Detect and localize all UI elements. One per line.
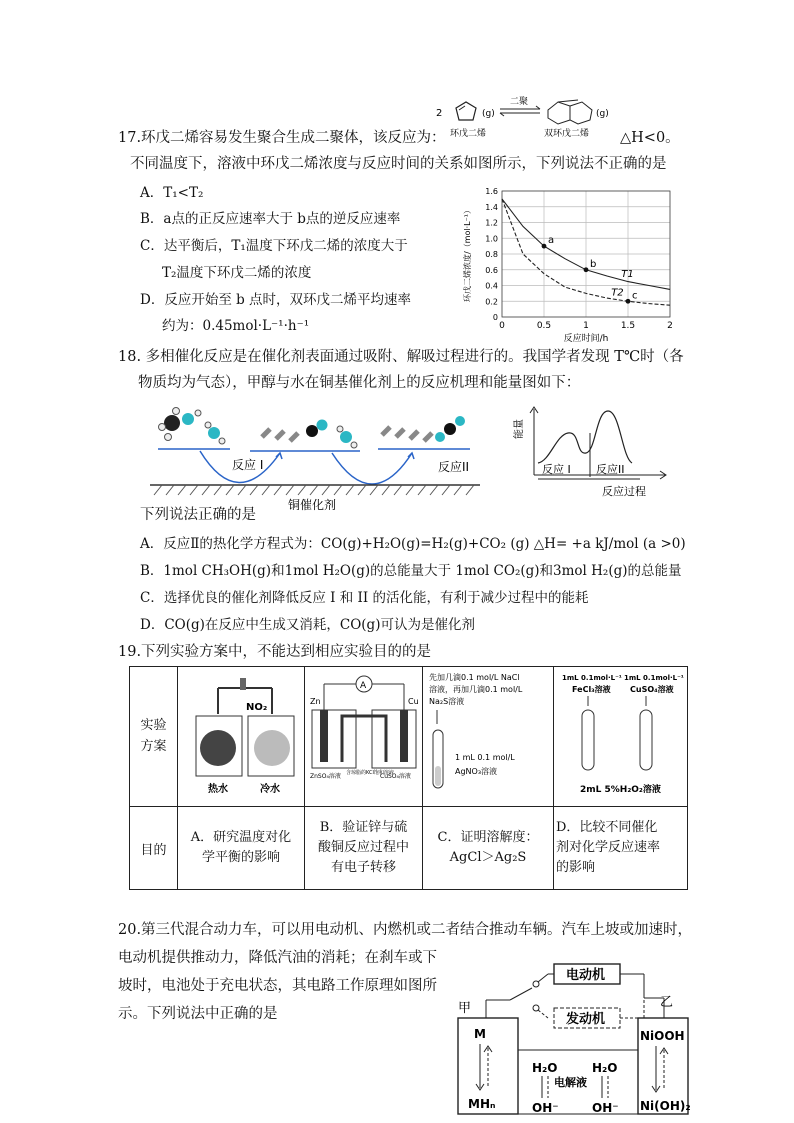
y-tick-label: 0.2 xyxy=(485,297,498,307)
q19-image-a xyxy=(178,667,305,807)
engine-label: 发动机 xyxy=(566,1012,606,1027)
series-label-T2: T2 xyxy=(611,287,624,299)
q18-option-c: C．选择优良的催化剂降低反应 I 和 II 的活化能，有利于减少过程中的能耗 xyxy=(140,590,589,606)
energy-x-axis-label: 反应过程 xyxy=(602,485,646,498)
q17-delta-h: △H<0。 xyxy=(620,130,680,146)
fecl3-label: FeCl₃溶液 xyxy=(571,684,611,694)
q19-row2-header: 目的 xyxy=(130,807,178,890)
hydrogen-molecules-1 xyxy=(262,429,298,441)
q17-option-a: A．T₁<T₂ xyxy=(140,185,204,201)
q17-concentration-chart xyxy=(460,183,680,343)
q18-stem-line1: 18. 多相催化反应是在催化剂表面通过吸附、解吸过程进行的。我国学者发现 T℃时（各 xyxy=(118,349,684,365)
x-tick-label: 0 xyxy=(499,321,505,331)
water-molecule-2 xyxy=(337,426,357,448)
q18-mechanism-diagram xyxy=(150,405,490,515)
reaction-1-label: 反应 I xyxy=(232,458,264,472)
q17-stem-line2: 不同温度下，溶液中环戊二烯浓度与反应时间的关系如图所示，下列说法不正确的是 xyxy=(130,156,667,172)
znso4-label: ZnSO₄溶液 xyxy=(309,772,341,780)
point-label-b: b xyxy=(590,258,597,270)
x-tick-label: 2 xyxy=(667,321,673,331)
d-conc-1: 1mL 0.1mol·L⁻¹ xyxy=(561,673,622,682)
x-tick-label: 1.5 xyxy=(620,321,636,331)
motor-label: 电动机 xyxy=(566,968,606,983)
co2-molecule xyxy=(435,416,465,442)
q18-option-b: B．1mol CH₃OH(g)和1mol H₂O(g)的总能量大于 1mol CO₂(g)和3mol H₂(g)的总能量 xyxy=(140,563,682,579)
x-axis-label: 反应时间/h xyxy=(563,334,609,343)
q17-reaction-scheme xyxy=(428,92,618,142)
q18-question: 下列说法正确的是 xyxy=(140,507,256,523)
product-phase: (g) xyxy=(596,109,609,119)
galvanic-cell-diagram xyxy=(308,670,420,800)
q17-option-c-cont: T₂温度下环戊二烯的浓度 xyxy=(162,265,312,281)
jia-label: 甲 xyxy=(458,1001,472,1016)
q17-option-d: D．反应开始至 b 点时，双环戊二烯平均速率 xyxy=(140,292,412,308)
y-tick-label: 1.0 xyxy=(485,234,498,244)
oh-right-label: OH⁻ xyxy=(592,1101,619,1115)
cyclopentadiene-structure xyxy=(456,102,476,120)
data-point-a xyxy=(542,244,547,249)
cu-label: Cu xyxy=(407,696,419,706)
y-tick-label: 0.8 xyxy=(485,250,498,259)
q20-line2: 电动机提供推动力，降低汽油的消耗；在刹车或下 xyxy=(118,950,437,966)
y-tick-label: 1.4 xyxy=(485,202,498,212)
data-point-b xyxy=(584,267,589,272)
precipitate-test-diagram xyxy=(425,670,551,800)
q20-line4: 示。下列说法中正确的是 xyxy=(118,1006,278,1022)
c-text-4: 1 mL 0.1 mol/L xyxy=(455,752,515,762)
c-text-2: 溶液，再加几滴0.1 mol/L xyxy=(429,684,523,694)
product-name: 双环戊二烯 xyxy=(544,129,590,139)
x-tick-label: 1 xyxy=(583,321,589,331)
y-tick-label: 0.6 xyxy=(485,265,498,275)
c-text-5: AgNO₃溶液 xyxy=(455,766,498,776)
y-tick-label: 1.2 xyxy=(485,218,498,228)
q20-line1: 20.第三代混合动力车，可以用电动机、内燃机或二者结合推动车辆。汽车上坡或加速时， xyxy=(118,922,693,938)
cuso4-label: CuSO₄溶液 xyxy=(379,772,411,780)
nioh2-label: Ni(OH)₂ xyxy=(640,1099,691,1113)
h2o-right-label: H₂O xyxy=(592,1061,618,1075)
energy-axis-label: 能量 xyxy=(514,419,525,439)
c-text-3: Na₂S溶液 xyxy=(429,696,465,706)
reaction-2-label: 反应II xyxy=(438,460,470,474)
zn-label: Zn xyxy=(309,696,321,706)
no2-label: NO₂ xyxy=(246,701,268,713)
q18-option-d: D．CO(g)在反应中生成又消耗，CO(g)可认为是催化剂 xyxy=(140,617,475,633)
energy-reaction-2-label: 反应II xyxy=(596,463,625,476)
reaction-arrow-label: 二聚 xyxy=(510,97,529,107)
methanol-molecule xyxy=(159,408,202,441)
hot-water-label: 热水 xyxy=(208,783,228,795)
reactant-phase: (g) xyxy=(482,109,495,119)
q20-battery-diagram xyxy=(452,958,692,1118)
x-tick-label: 0.5 xyxy=(536,321,552,331)
q18-stem-line2: 物质均为气态），甲醇与水在铜基催化剂上的反应机理和能量图如下： xyxy=(138,375,581,391)
point-label-a: a xyxy=(548,235,555,247)
q17-stem-line1: 17.环戊二烯容易发生聚合生成二聚体，该反应为： xyxy=(118,130,446,146)
y-tick-label: 0 xyxy=(492,313,498,322)
series-label-T1: T1 xyxy=(621,268,634,280)
c-text-1: 先加几滴0.1 mol/L NaCl xyxy=(429,672,520,682)
y-axis-label: 环戊二烯浓度/（mol·L⁻¹） xyxy=(463,205,472,303)
h2o2-label: 2mL 5%H₂O₂溶液 xyxy=(579,784,661,795)
oh-left-label: OH⁻ xyxy=(532,1101,559,1115)
data-point-c xyxy=(626,299,631,304)
h2o-left-label: H₂O xyxy=(532,1061,558,1075)
q18-energy-diagram xyxy=(510,405,670,505)
q17-option-d-cont: 约为：0.45mol·L⁻¹·h⁻¹ xyxy=(162,318,310,334)
q19-image-d xyxy=(554,667,688,807)
catalyst-compare-diagram xyxy=(558,670,684,800)
q19-stem: 19.下列实验方案中，不能达到相应实验目的的是 xyxy=(118,644,432,660)
y-tick-label: 0.4 xyxy=(485,281,498,291)
q19-purpose-c: C．证明溶解度： AgCl＞Ag₂S xyxy=(423,807,554,890)
q17-option-b: B．a点的正反应速率大于 b点的逆反应速率 xyxy=(140,211,401,227)
y-tick-label: 1.6 xyxy=(485,187,498,196)
energy-reaction-1-label: 反应 I xyxy=(542,463,571,476)
co-molecule-1 xyxy=(306,420,328,438)
d-conc-2: 1mL 0.1mol·L⁻¹ xyxy=(623,673,684,682)
q19-purpose-d: D．比较不同催化 剂对化学反应速率 的影响 xyxy=(554,807,688,890)
catalyst-label: 铜催化剂 xyxy=(288,498,337,512)
q19-table xyxy=(129,666,688,890)
niooh-label: NiOOH xyxy=(640,1029,685,1043)
q19-purpose-b: B．验证锌与硫 酸铜反应过程中 有电子转移 xyxy=(305,807,423,890)
mhn-label: MHₙ xyxy=(468,1097,496,1111)
dicyclopentadiene-structure xyxy=(548,100,592,124)
cuso4-label-d: CuSO₄溶液 xyxy=(629,684,674,694)
no2-flasks-diagram xyxy=(182,670,300,800)
electrolyte-label: 电解液 xyxy=(554,1076,587,1089)
ammeter-label: A xyxy=(359,680,366,691)
q19-image-c xyxy=(423,667,554,807)
hydrogen-molecules-2 xyxy=(382,427,432,441)
q17-option-c: C．达平衡后，T₁温度下环戊二烯的浓度大于 xyxy=(140,238,408,254)
m-label: M xyxy=(474,1027,486,1041)
q19-row1-header: 实验 方案 xyxy=(130,667,178,807)
q18-option-a: A．反应Ⅱ的热化学方程式为：CO(g)+H₂O(g)=H₂(g)+CO₂ (g) △H= +a kJ/mol (a >0) xyxy=(140,536,686,552)
yi-label: 乙 xyxy=(660,995,674,1010)
q19-purpose-a: A．研究温度对化 学平衡的影响 xyxy=(178,807,305,890)
q19-image-b xyxy=(305,667,423,807)
q20-line3: 坡时，电池处于充电状态，其电路工作原理如图所 xyxy=(118,978,437,994)
point-label-c: c xyxy=(632,290,638,302)
reactant-name: 环戊二烯 xyxy=(450,129,487,139)
cold-water-label: 冷水 xyxy=(260,783,280,795)
water-molecule xyxy=(205,422,225,444)
salt-bridge-label: 含琼脂的KCl饱和溶液 xyxy=(345,769,394,776)
reaction-coefficient: 2 xyxy=(436,108,443,119)
